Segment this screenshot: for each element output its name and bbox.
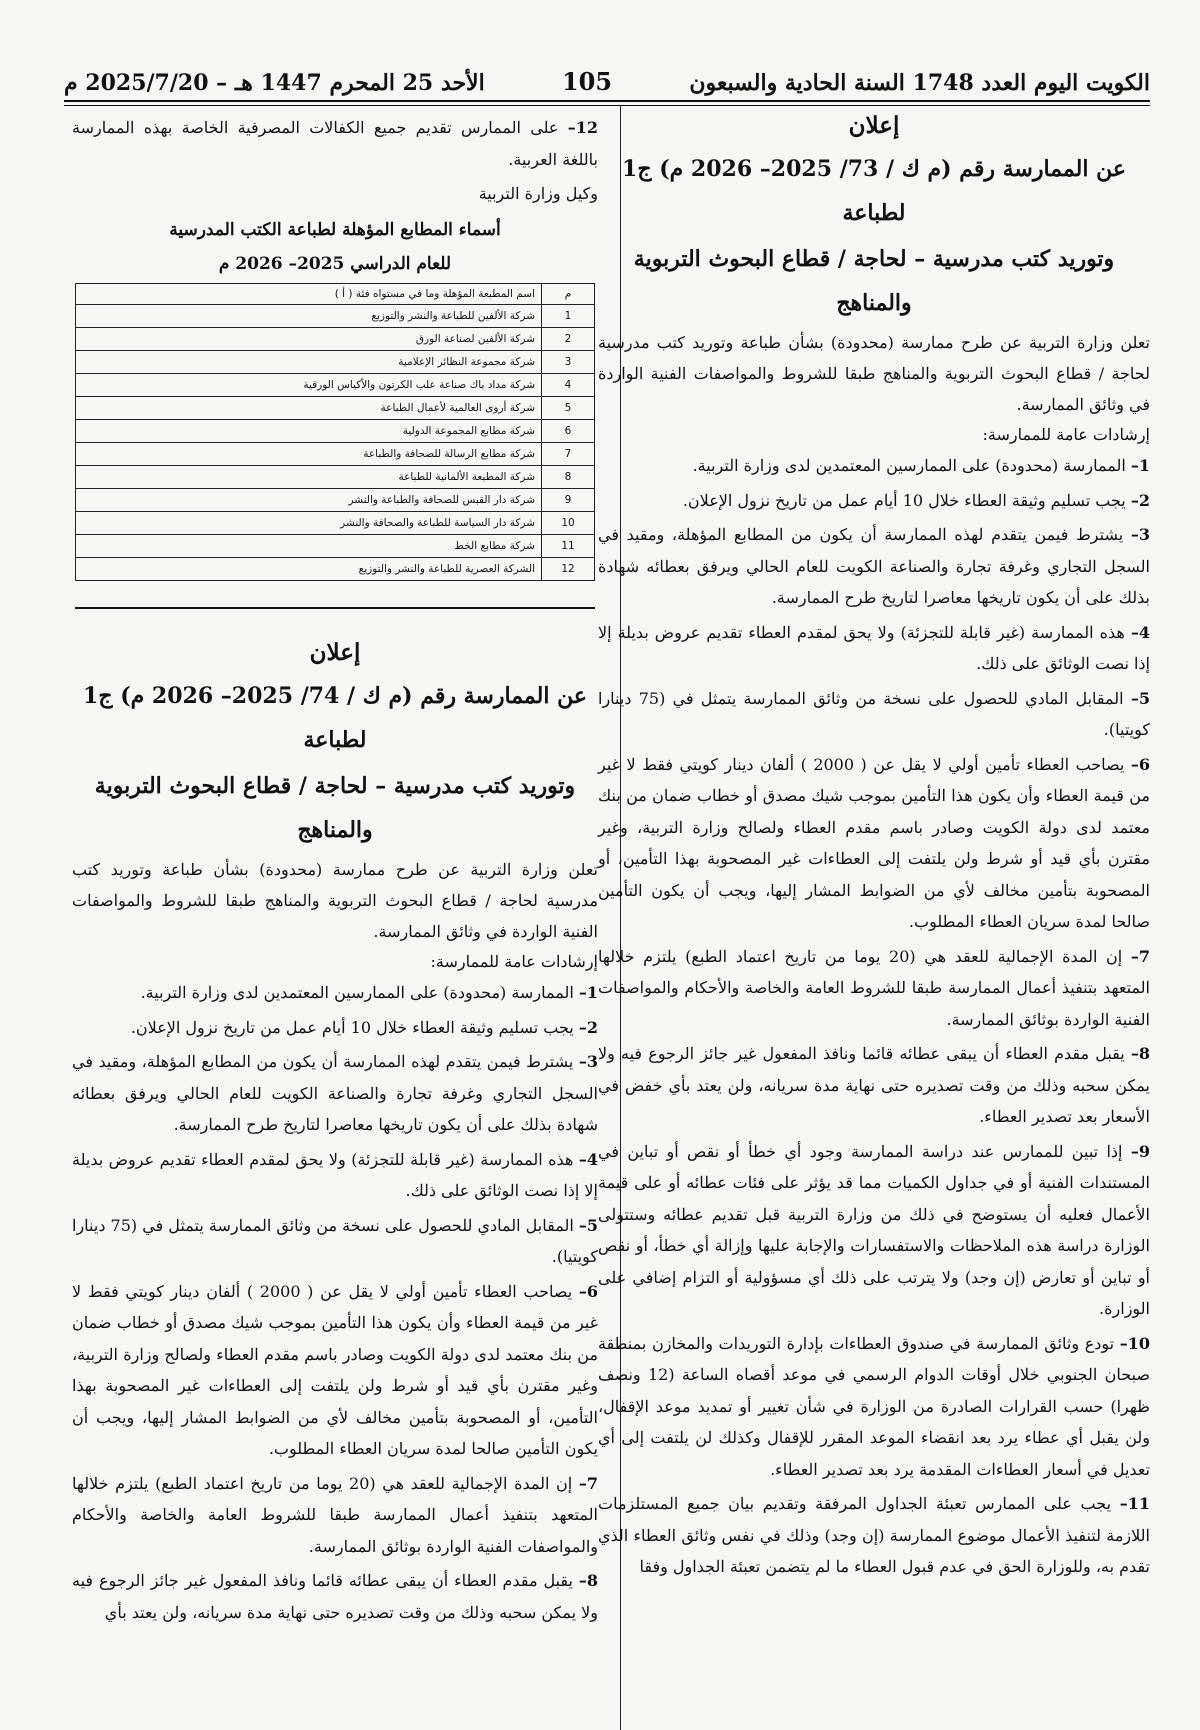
row-number: 10 xyxy=(542,512,595,535)
clause-text: إن المدة الإجمالية للعقد هي (20 يوما من تاريخ اعتماد الطبع) يلتزم خلالها المتعهد بتنفيذ أعمال الممارسة طبقا للشروط العامة والخاصة والأحكام والمواصفات الفنية الواردة بوثائق الممارسة. xyxy=(598,946,1150,1029)
clause-number: 7– xyxy=(578,1473,599,1493)
clause-number: 11– xyxy=(1119,1494,1150,1513)
announcement-1-title: إعلان xyxy=(848,112,900,139)
clause-number: 7– xyxy=(1130,946,1151,966)
table-row xyxy=(76,328,595,351)
column-header-name: اسم المطبعة المؤهلة وما في مستواه فئة ( أ ) xyxy=(76,284,542,305)
announcement-2-subject-line-2: وتوريد كتب مدرسية – لحاجة / قطاع البحوث التربوية والمناهج xyxy=(94,773,576,843)
table-row xyxy=(76,397,595,420)
printer-name: شركة مطابع المجموعة الدولية xyxy=(76,420,542,443)
clause xyxy=(598,941,1150,1036)
table-row xyxy=(76,305,595,328)
publication-issue: الكويت اليوم العدد 1748 السنة الحادية والسبعون xyxy=(689,70,1150,96)
clause-number: 8– xyxy=(1130,1044,1150,1063)
printers-list-title: أسماء المطابع المؤهلة لطباعة الكتب المدرسية xyxy=(169,220,501,240)
printers-table xyxy=(75,283,595,581)
page-number: 105 xyxy=(561,67,613,96)
clause xyxy=(598,683,1150,746)
clause-text: المقابل المادي للحصول على نسخة من وثائق الممارسة يتمثل في (75 دينارا كويتيا). xyxy=(72,1215,598,1266)
clause xyxy=(72,1210,598,1273)
printer-name: شركة مجموعة النظائر الإعلامية xyxy=(76,351,542,374)
table-row xyxy=(76,558,595,581)
clause xyxy=(72,1046,598,1141)
clause-text: يشترط فيمن يتقدم لهذه الممارسة أن يكون من المطابع المؤهلة، ومقيد في السجل التجاري وغرفة تجارة والصناعة الكويت للعام الحالي ويرفق بعطائه شهادة بذلك على أن يكون تاريخها معاصرا لتاريخ طرح الممارسة. xyxy=(598,525,1150,607)
announcement-1-guidelines-heading: إرشادات عامة للممارسة: xyxy=(982,425,1150,444)
clause-text: يشترط فيمن يتقدم لهذه الممارسة أن يكون من المطابع المؤهلة، ومقيد في السجل التجاري وغرفة تجارة والصناعة الكويت للعام الحالي ويرفق بعطائه شهادة بذلك على أن يكون تاريخها معاصرا لتاريخ طرح الممارسة. xyxy=(72,1052,598,1134)
clause-number: 3– xyxy=(578,1052,598,1071)
signature: وكيل وزارة التربية xyxy=(478,184,598,203)
clause-text: يقبل مقدم العطاء أن يبقى عطائه قائما ونافذ المفعول غير جائز الرجوع فيه ولا يمكن سحبه وذلك من وقت تصديره حتى نهاية مدة سريانه، ولن يعتد بأي خفض في الأسعار بعد تصدير العطاء. xyxy=(598,1044,1150,1126)
printer-name: شركة أروى العالمية لأعمال الطباعة xyxy=(76,397,542,420)
left-column xyxy=(72,112,598,1631)
clause-text: يجب على الممارس تعبئة الجداول المرفقة وتقديم بيان جميع المستلزمات اللازمة لتنفيذ الأعمال موضوع الممارسة (إن وجد) وذلك في نفس وثائق العطاء الذي تقدم به، وللوزارة الحق في عدم قبول العطاء ما لم يتضمن تعبئة الجداول وفقا xyxy=(598,1494,1150,1576)
announcement-2-intro: تعلن وزارة التربية عن طرح ممارسة (محدودة) بشأن طباعة وتوريد كتب مدرسية لحاجة / قطاع البحوث التربوية والمناهج طبقا للشروط والمواصفات الفنية الواردة في وثائق الممارسة. xyxy=(72,860,598,941)
clause-number: 1– xyxy=(578,983,598,1002)
clause-number: 5– xyxy=(578,1215,598,1235)
clause-number: 4– xyxy=(578,1149,598,1169)
row-number: 2 xyxy=(542,328,595,351)
row-number: 3 xyxy=(542,351,595,374)
row-number: 12 xyxy=(542,558,595,581)
clause-number: 10– xyxy=(1119,1333,1150,1353)
clause xyxy=(72,1565,598,1628)
row-number: 1 xyxy=(542,305,595,328)
clause-number: 8– xyxy=(578,1571,598,1590)
clause-text: يقبل مقدم العطاء أن يبقى عطائه قائما ونافذ المفعول غير جائز الرجوع فيه ولا يمكن سحبه وذلك من وقت تصديره حتى نهاية مدة سريانه، ولن يعتد بأي xyxy=(72,1571,598,1622)
clause-text: يصاحب العطاء تأمين أولي لا يقل عن ( 2000 ) ألفان دينار كويتي فقط لا غير من قيمة العطاء وأن يكون هذا التأمين بموجب شيك مصدق أو خطاب ضمان من بنك معتمد لدى دولة الكويت وصادر باسم مقدم العطاء ولصالح وزارة التربية، وغير مقترن بأي قيد أو شرط ولن يلتفت إلى العطاءات غير المصحوبة بهذا التأمين، أو المصحوبة بتأمين مخالف لأي من الضوابط المشار إليها، ويجب أن يكون التأمين صالحا لمدة سريان العطاء المطلوب. xyxy=(598,754,1150,931)
clause-text: تودع وثائق الممارسة في صندوق العطاءات بإدارة التوريدات والمخازن بمنطقة صبحان الجنوبي خلال أوقات الدوام الرسمي في موعد أقصاه الساعة (12 ونصف ظهرا) حسب القرارات الصادرة من الوزارة في شأن تغيير أو تمديد موعد الإقفال، ولن يقبل أي عطاء يرد بعد انقضاء الموعد المقرر للإقفال وكذلك لن يلتفت إلى أي تعديل في أسعار العطاءات المقدمة يرد بعد تصدير العطاء. xyxy=(598,1333,1151,1479)
printer-name: شركة المطبعة الألمانية للطباعة xyxy=(76,466,542,489)
table-header-row xyxy=(76,284,595,305)
clause-number: 2– xyxy=(1130,490,1150,510)
announcement-2-title: إعلان xyxy=(309,639,361,666)
table-row xyxy=(76,489,595,512)
announcement-2-guidelines-heading: إرشادات عامة للممارسة: xyxy=(430,952,598,971)
printers-list-year: للعام الدراسي 2025– 2026 م xyxy=(218,254,452,274)
table-row xyxy=(76,351,595,374)
clause-number: 2– xyxy=(578,1017,598,1037)
row-number: 4 xyxy=(542,374,595,397)
announcement-1-subject-line-2: وتوريد كتب مدرسية – لحاجة / قطاع البحوث التربوية والمناهج xyxy=(633,246,1115,316)
section-divider xyxy=(75,607,595,609)
table-row xyxy=(76,466,595,489)
clause xyxy=(598,749,1150,938)
printer-name: شركة الألفين للطباعة والنشر والتوزيع xyxy=(76,305,542,328)
clause xyxy=(598,1038,1150,1133)
clause-text: يصاحب العطاء تأمين أولي لا يقل عن ( 2000 ) ألفان دينار كويتي فقط لا غير من قيمة العطاء وأن يكون هذا التأمين بموجب شيك مصدق أو خطاب ضمان من بنك معتمد لدى دولة الكويت وصادر باسم مقدم العطاء ولصالح وزارة التربية، وغير مقترن بأي قيد أو شرط ولن يلتفت إلى العطاءات غير المصحوبة بهذا التأمين، أو المصحوبة بتأمين مخالف لأي من الضوابط المشار إليها، ويجب أن يكون التأمين صالحا لمدة سريان العطاء المطلوب. xyxy=(72,1281,598,1458)
printer-name: شركة دار السياسة للطباعة والصحافة والنشر xyxy=(76,512,542,535)
announcement-2-clauses xyxy=(72,977,598,1628)
clause-number: 12– xyxy=(567,118,598,137)
table-row xyxy=(76,443,595,466)
clause xyxy=(598,519,1150,614)
table-row xyxy=(76,512,595,535)
clause-text: المقابل المادي للحصول على نسخة من وثائق الممارسة يتمثل في (75 دينارا كويتيا). xyxy=(598,688,1150,739)
announcement-1-intro: تعلن وزارة التربية عن طرح ممارسة (محدودة) بشأن طباعة وتوريد كتب مدرسية لحاجة / قطاع البحوث التربوية والمناهج طبقا للشروط والمواصفات الفنية الواردة في وثائق الممارسة. xyxy=(598,333,1150,414)
clause xyxy=(72,977,598,1009)
announcement-1-clauses xyxy=(598,450,1150,1583)
clause-number: 1– xyxy=(1130,456,1150,475)
clause-text: يجب تسليم وثيقة العطاء خلال 10 أيام عمل من تاريخ نزول الإعلان. xyxy=(130,1017,574,1037)
clause-text: إن المدة الإجمالية للعقد هي (20 يوما من تاريخ اعتماد الطبع) يلتزم خلالها المتعهد بتنفيذ أعمال الممارسة طبقا للشروط العامة والخاصة والأحكام والمواصفات الفنية الواردة بوثائق الممارسة. xyxy=(72,1473,598,1556)
clause-text: يجب تسليم وثيقة العطاء خلال 10 أيام عمل من تاريخ نزول الإعلان. xyxy=(682,490,1126,510)
clause-text: على الممارس تقديم جميع الكفالات المصرفية الخاصة بهذه الممارسة باللغة العربية. xyxy=(72,118,598,169)
announcement-1-subject-line-1: عن الممارسة رقم (م ك / 73/ 2025– 2026 م) ج1 لطباعة xyxy=(622,156,1126,226)
clause-number: 3– xyxy=(1130,525,1150,544)
clause xyxy=(72,1468,598,1563)
clause-number: 6– xyxy=(578,1281,599,1301)
issue-date: الأحد 25 المحرم 1447 هـ – 2025/7/20 م xyxy=(64,70,485,96)
header-rule-thin xyxy=(64,105,1150,106)
row-number: 9 xyxy=(542,489,595,512)
table-row xyxy=(76,535,595,558)
clause xyxy=(598,1328,1150,1486)
clause-text: هذه الممارسة (غير قابلة للتجزئة) ولا يحق لمقدم العطاء تقديم عروض بديلة إلا إذا نصت الوثائق على ذلك. xyxy=(72,1149,598,1200)
clause xyxy=(598,450,1150,482)
clause xyxy=(598,617,1150,680)
clause xyxy=(72,1012,598,1044)
header-rule xyxy=(64,100,1150,102)
clause-number: 5– xyxy=(1130,688,1151,708)
clause-text: هذه الممارسة (غير قابلة للتجزئة) ولا يحق لمقدم العطاء تقديم عروض بديلة إلا إذا نصت الوثائق على ذلك. xyxy=(598,622,1150,673)
printer-name: الشركة العصرية للطباعة والنشر والتوزيع xyxy=(76,558,542,581)
printer-name: شركة مداد باك صناعة علب الكرتون والأكياس الورقية xyxy=(76,374,542,397)
clause xyxy=(598,1488,1150,1583)
table-row xyxy=(76,374,595,397)
clause xyxy=(598,485,1150,517)
page-header xyxy=(64,48,1150,96)
clause-text: الممارسة (محدودة) على الممارسين المعتمدين لدى وزارة التربية. xyxy=(140,983,574,1002)
clause xyxy=(72,1276,598,1465)
right-column xyxy=(598,112,1150,1586)
printer-name: شركة مطابع الخط xyxy=(76,535,542,558)
column-header-number: م xyxy=(542,284,595,305)
printer-name: شركة مطابع الرسالة للصحافة والطباعة xyxy=(76,443,542,466)
row-number: 5 xyxy=(542,397,595,420)
clause-number: 9– xyxy=(1130,1141,1150,1161)
clause-text: إذا تبين للممارس عند دراسة الممارسة وجود أي خطأ أو نقص أو تباين في المستندات الفنية أو في جداول الكميات مما قد يؤثر على فئات عطائه أو على قيمة الأعمال فعليه أن يستوضح في ذلك من وزارة التربية قبل تقديم عطائه وستتولى الوزارة دراسة هذه الملاحظات والاستفسارات والإجابة عليها وإزالة أي خطأ، أو نقص أو تباين أو تعارض (إن وجد) ولا يترتب على ذلك أي مسؤولية أو التزام إضافي على الوزارة. xyxy=(598,1141,1150,1318)
clause-text: الممارسة (محدودة) على الممارسين المعتمدين لدى وزارة التربية. xyxy=(692,456,1126,475)
table-row xyxy=(76,420,595,443)
clause xyxy=(598,1136,1150,1325)
clause xyxy=(72,1144,598,1207)
row-number: 8 xyxy=(542,466,595,489)
row-number: 7 xyxy=(542,443,595,466)
printer-name: شركة دار القبس للصحافة والطباعة والنشر xyxy=(76,489,542,512)
printer-name: شركة الألفين لصناعة الورق xyxy=(76,328,542,351)
announcement-2-subject-line-1: عن الممارسة رقم (م ك / 74/ 2025– 2026 م) ج1 لطباعة xyxy=(83,683,587,753)
row-number: 6 xyxy=(542,420,595,443)
row-number: 11 xyxy=(542,535,595,558)
clause xyxy=(72,112,598,175)
clause-number: 4– xyxy=(1130,622,1150,642)
clause-number: 6– xyxy=(1130,754,1151,774)
